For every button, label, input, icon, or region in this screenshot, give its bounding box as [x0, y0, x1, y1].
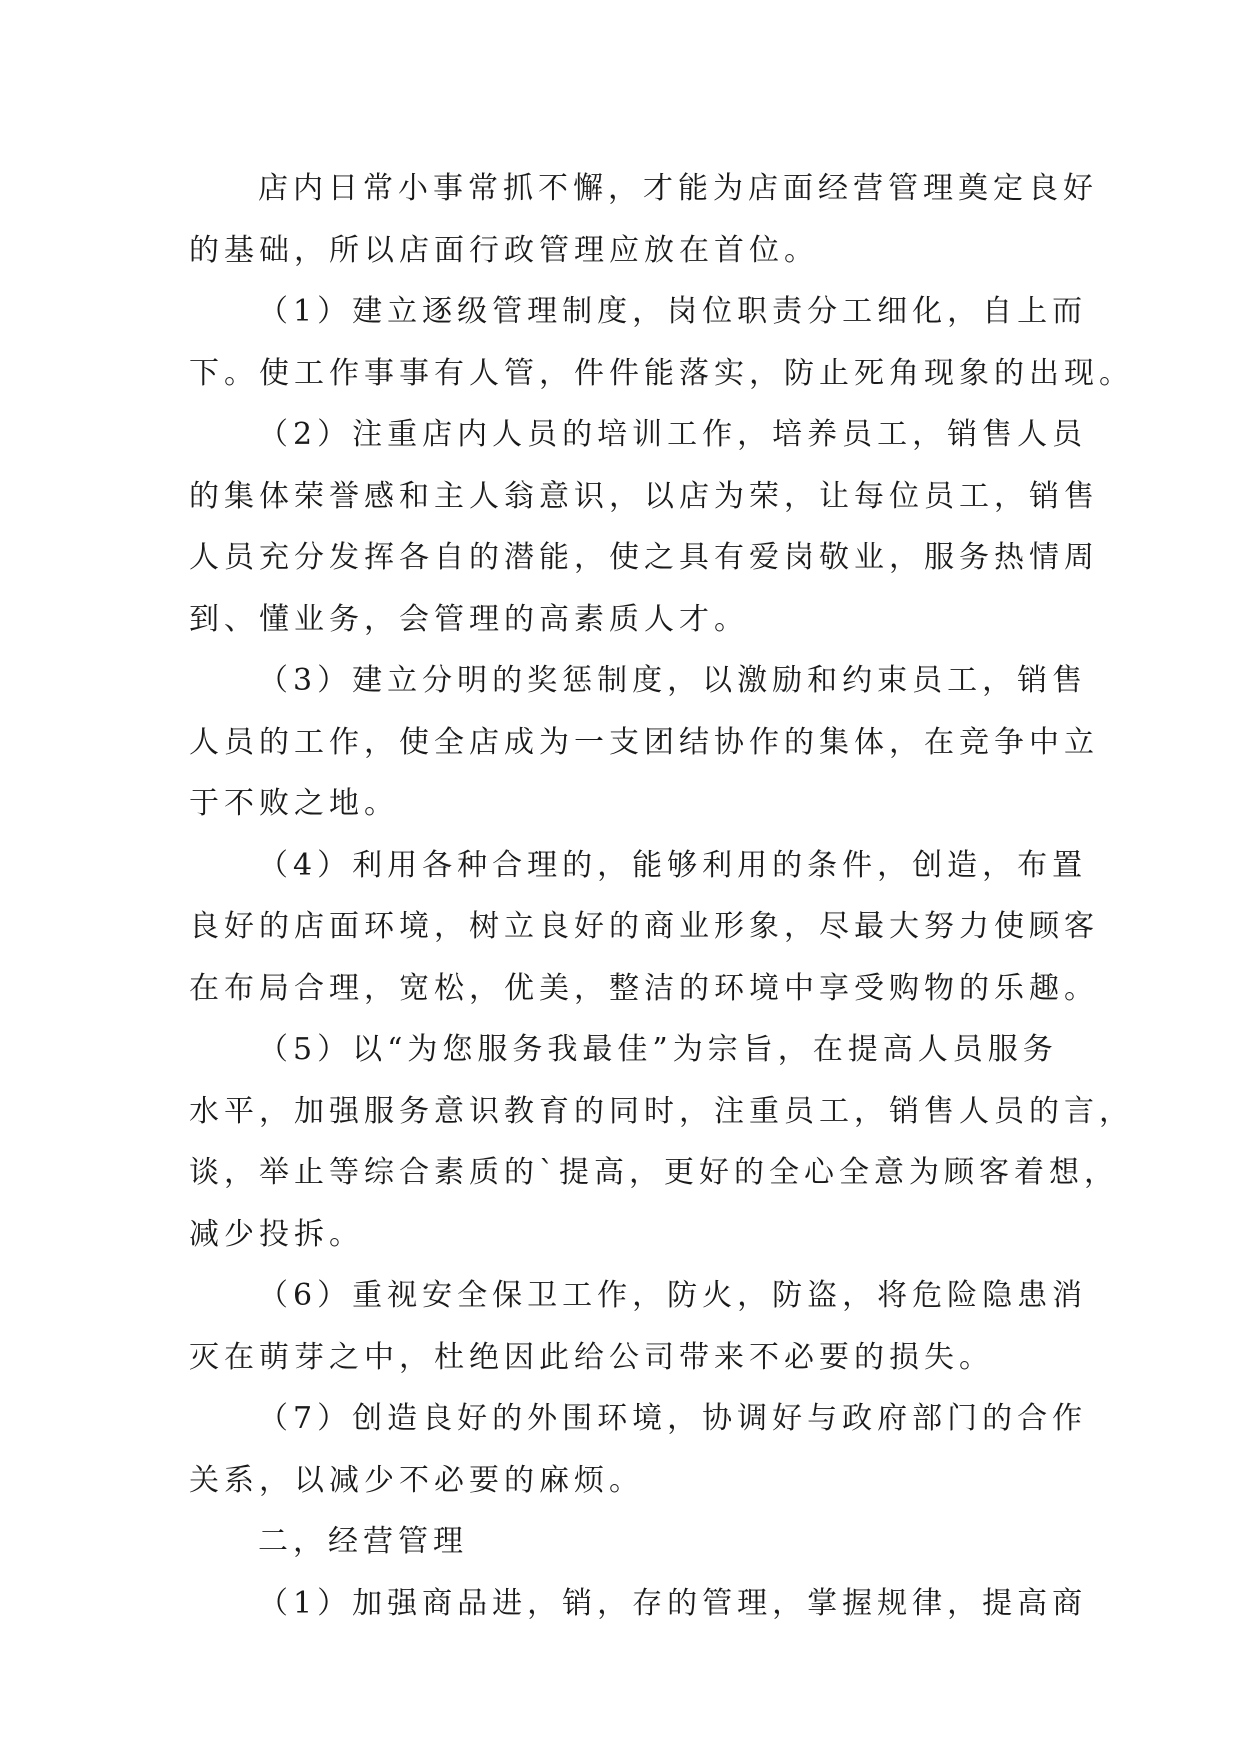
paragraph-line: 在布局合理，宽松，优美，整洁的环境中享受购物的乐趣。: [189, 970, 1099, 1006]
paragraph-line: 良好的店面环境，树立良好的商业形象，尽最大努力使顾客: [189, 909, 1099, 944]
paragraph-line: 谈，举止等综合素质的`提高，更好的全心全意为顾客着想，: [189, 1155, 1119, 1190]
list-item-line: （6）重视安全保卫工作，防火，防盗，将危险隐患消: [258, 1278, 1088, 1313]
paragraph-line: 灭在萌芽之中，杜绝因此给公司带来不必要的损失。: [189, 1339, 994, 1375]
paragraph-line: 人员充分发挥各自的潜能，使之具有爱岗敬业，服务热情周: [189, 540, 1099, 575]
paragraph-line: 店内日常小事常抓不懈，才能为店面经营管理奠定良好: [258, 171, 1098, 206]
paragraph-line: 的基础，所以店面行政管理应放在首位。: [189, 232, 819, 268]
paragraph-line: 人员的工作，使全店成为一支团结协作的集体，在竞争中立: [189, 724, 1099, 760]
list-item-line: （1）加强商品进，销，存的管理，掌握规律，提高商: [258, 1585, 1088, 1621]
list-item-line: （4）利用各种合理的，能够利用的条件，创造，布置: [258, 847, 1088, 883]
list-item-line: （3）建立分明的奖惩制度，以激励和约束员工，销售: [258, 663, 1088, 698]
document-body: [189, 158, 1134, 1634]
paragraph-line: 水平，加强服务意识教育的同时，注重员工，销售人员的言，: [189, 1093, 1134, 1129]
section-heading: 二，经营管理: [258, 1524, 468, 1559]
paragraph-line: 下。使工作事事有人管，件件能落实，防止死角现象的出现。: [189, 355, 1134, 391]
list-item-line: （1）建立逐级管理制度，岗位职责分工细化，自上而: [258, 294, 1088, 329]
paragraph-line: 减少投拆。: [189, 1216, 364, 1252]
paragraph-line: 于不败之地。: [189, 786, 399, 821]
list-item-line: （7）创造良好的外围环境，协调好与政府部门的合作: [258, 1401, 1088, 1436]
list-item-line: （2）注重店内人员的培训工作，培养员工，销售人员: [258, 417, 1088, 452]
paragraph-line: 到、懂业务，会管理的高素质人才。: [189, 601, 749, 637]
paragraph-line: 关系，以减少不必要的麻烦。: [189, 1462, 644, 1498]
paragraph-line: 的集体荣誉感和主人翁意识，以店为荣，让每位员工，销售: [189, 478, 1099, 514]
list-item-line: （5）以“为您服务我最佳”为宗旨，在提高人员服务: [258, 1032, 1058, 1067]
